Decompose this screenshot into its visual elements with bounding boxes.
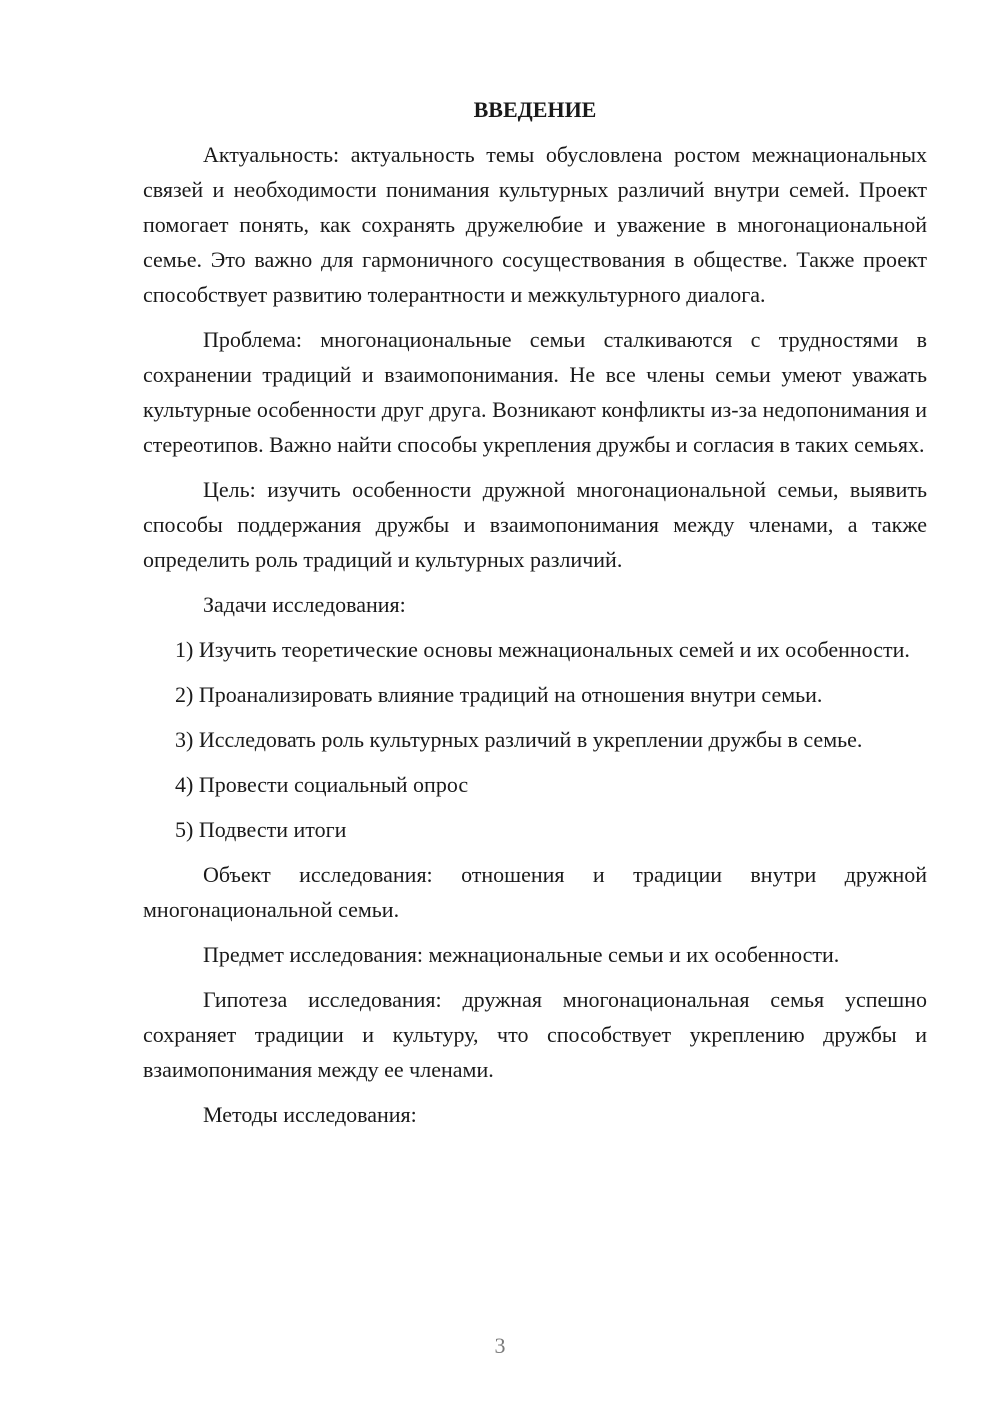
paragraph-tasks-heading: Задачи исследования:	[203, 592, 406, 617]
document-page	[143, 92, 927, 1142]
task-item-5: 5) Подвести итоги	[175, 817, 347, 842]
paragraph-hypothesis: Гипотеза исследования: дружная многонациональная семья успешно сохраняет традиции и культуру, что способствует укреплению дружбы и взаимопонимания между ее членами.	[143, 987, 927, 1082]
paragraph-problem: Проблема: многонациональные семьи сталкиваются с трудностями в сохранении традиций и взаимопонимания. Не все члены семьи умеют уважать культурные особенности друг друга. Возникают конфликты из-за недопонимания и стереотипов. Важно найти способы укрепления дружбы и согласия в таких семьях.	[143, 327, 927, 457]
paragraph-subject: Предмет исследования: межнациональные семьи и их особенности.	[203, 942, 840, 967]
page-number: 3	[494, 1333, 506, 1358]
task-item-4: 4) Провести социальный опрос	[175, 772, 469, 797]
paragraph-relevance: Актуальность: актуальность темы обусловлена ростом межнациональных связей и необходимости понимания культурных различий внутри семей. Проект помогает понять, как сохранять дружелюбие и уважение в многонациональной семье. Это важно для гармоничного сосуществования в обществе. Также проект способствует развитию толерантности и межкультурного диалога.	[143, 142, 927, 307]
section-title: ВВЕДЕНИЕ	[473, 97, 597, 122]
task-item-2: 2) Проанализировать влияние традиций на отношения внутри семьи.	[175, 682, 823, 707]
paragraph-methods: Методы исследования:	[203, 1102, 417, 1127]
paragraph-goal: Цель: изучить особенности дружной многонациональной семьи, выявить способы поддержания дружбы и взаимопонимания между членами, а также определить роль традиций и культурных различий.	[143, 477, 927, 572]
task-item-3: 3) Исследовать роль культурных различий в укреплении дружбы в семье.	[175, 727, 863, 752]
paragraph-object: Объект исследования: отношения и традиции внутри дружной многонациональной семьи.	[143, 862, 927, 922]
task-item-1: 1) Изучить теоретические основы межнациональных семей и их особенности.	[175, 637, 910, 662]
